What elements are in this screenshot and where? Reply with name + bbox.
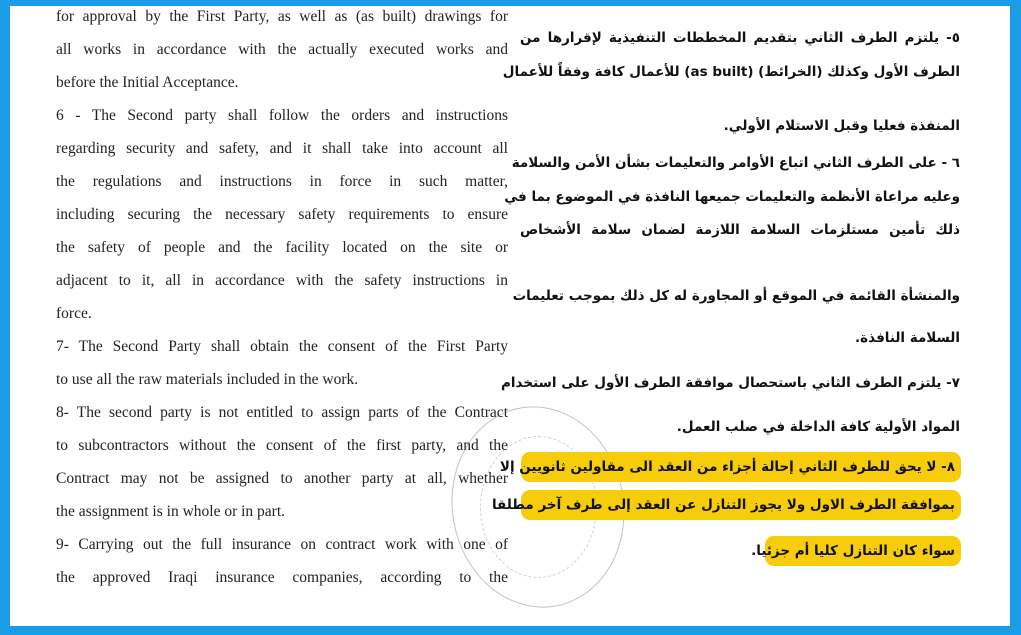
arabic-line: ٥- يلتزم الطرف الثاني بتقديم المخططات التنفيذية لإقرارها من (520, 30, 960, 46)
arabic-line: ٦ - على الطرف الثاني اتباع الأوامر والتعليمات بشأن الأمن والسلامة (511, 155, 960, 171)
english-line: all works in accordance with the actually executed works and (56, 41, 508, 58)
english-column (56, 6, 508, 600)
arabic-line: الطرف الأول وكذلك (الخرائط) (as built) للأعمال كافة وفقاً للأعمال (502, 64, 960, 80)
english-line: before the Initial Acceptance. (56, 74, 239, 91)
arabic-line: ذلك تأمين مستلزمات السلامة اللازمة لضمان سلامة الأشخاص (520, 222, 960, 238)
english-line: 9- Carrying out the full insurance on contract work with one of (56, 536, 508, 553)
english-line: the regulations and instructions in force in such matter, (56, 173, 508, 190)
arabic-line: وعليه مراعاة الأنظمة والتعليمات جميعها النافذة في الموضوع بما في (504, 189, 960, 205)
arabic-line: السلامة النافذة. (855, 330, 960, 346)
english-line: the safety of people and the facility located on the site or (56, 239, 508, 256)
highlighted-arabic-line: سواء كان التنازل كليا أم جزئيا. (765, 536, 961, 566)
english-line: force. (56, 305, 92, 322)
arabic-line: المنفذة فعليا وقبل الاستلام الأولي. (723, 118, 960, 134)
english-line: to subcontractors without the consent of the first party, and the (56, 437, 508, 454)
english-line: to use all the raw materials included in the work. (56, 371, 359, 388)
english-line: 7- The Second Party shall obtain the consent of the First Party (56, 338, 508, 355)
english-line: including securing the necessary safety requirements to ensure (56, 206, 508, 223)
arabic-line: ٧- يلتزم الطرف الثاني باستحصال موافقة الطرف الأول على استخدام (501, 375, 960, 391)
highlighted-arabic-line: ٨- لا يحق للطرف الثاني إحالة أجزاء من العقد الى مقاولين ثانويين إلا (521, 452, 961, 482)
highlighted-arabic-line: بموافقة الطرف الاول ولا يجوز التنازل عن العقد إلى طرف آخر مطلقا (521, 490, 961, 520)
document-page (10, 6, 1010, 626)
english-line: 6 - The Second party shall follow the orders and instructions (56, 107, 508, 124)
english-line: 8- The second party is not entitled to assign parts of the Contract (56, 404, 508, 421)
arabic-line: المواد الأولية كافة الداخلة في صلب العمل. (676, 419, 960, 435)
english-line: Contract may not be assigned to another party at all, whether (56, 470, 508, 487)
english-line: the approved Iraqi insurance companies, according to the (56, 569, 508, 586)
arabic-line: والمنشأة القائمة في الموقع أو المجاورة له كل ذلك بموجب تعليمات (512, 288, 960, 304)
english-line: for approval by the First Party, as well as (as built) drawings for (56, 8, 508, 25)
english-line: regarding security and safety, and it shall take into account all (56, 140, 508, 157)
english-line: the assignment is in whole or in part. (56, 503, 286, 520)
english-line: adjacent to it, all in accordance with the safety instructions in (56, 272, 508, 289)
